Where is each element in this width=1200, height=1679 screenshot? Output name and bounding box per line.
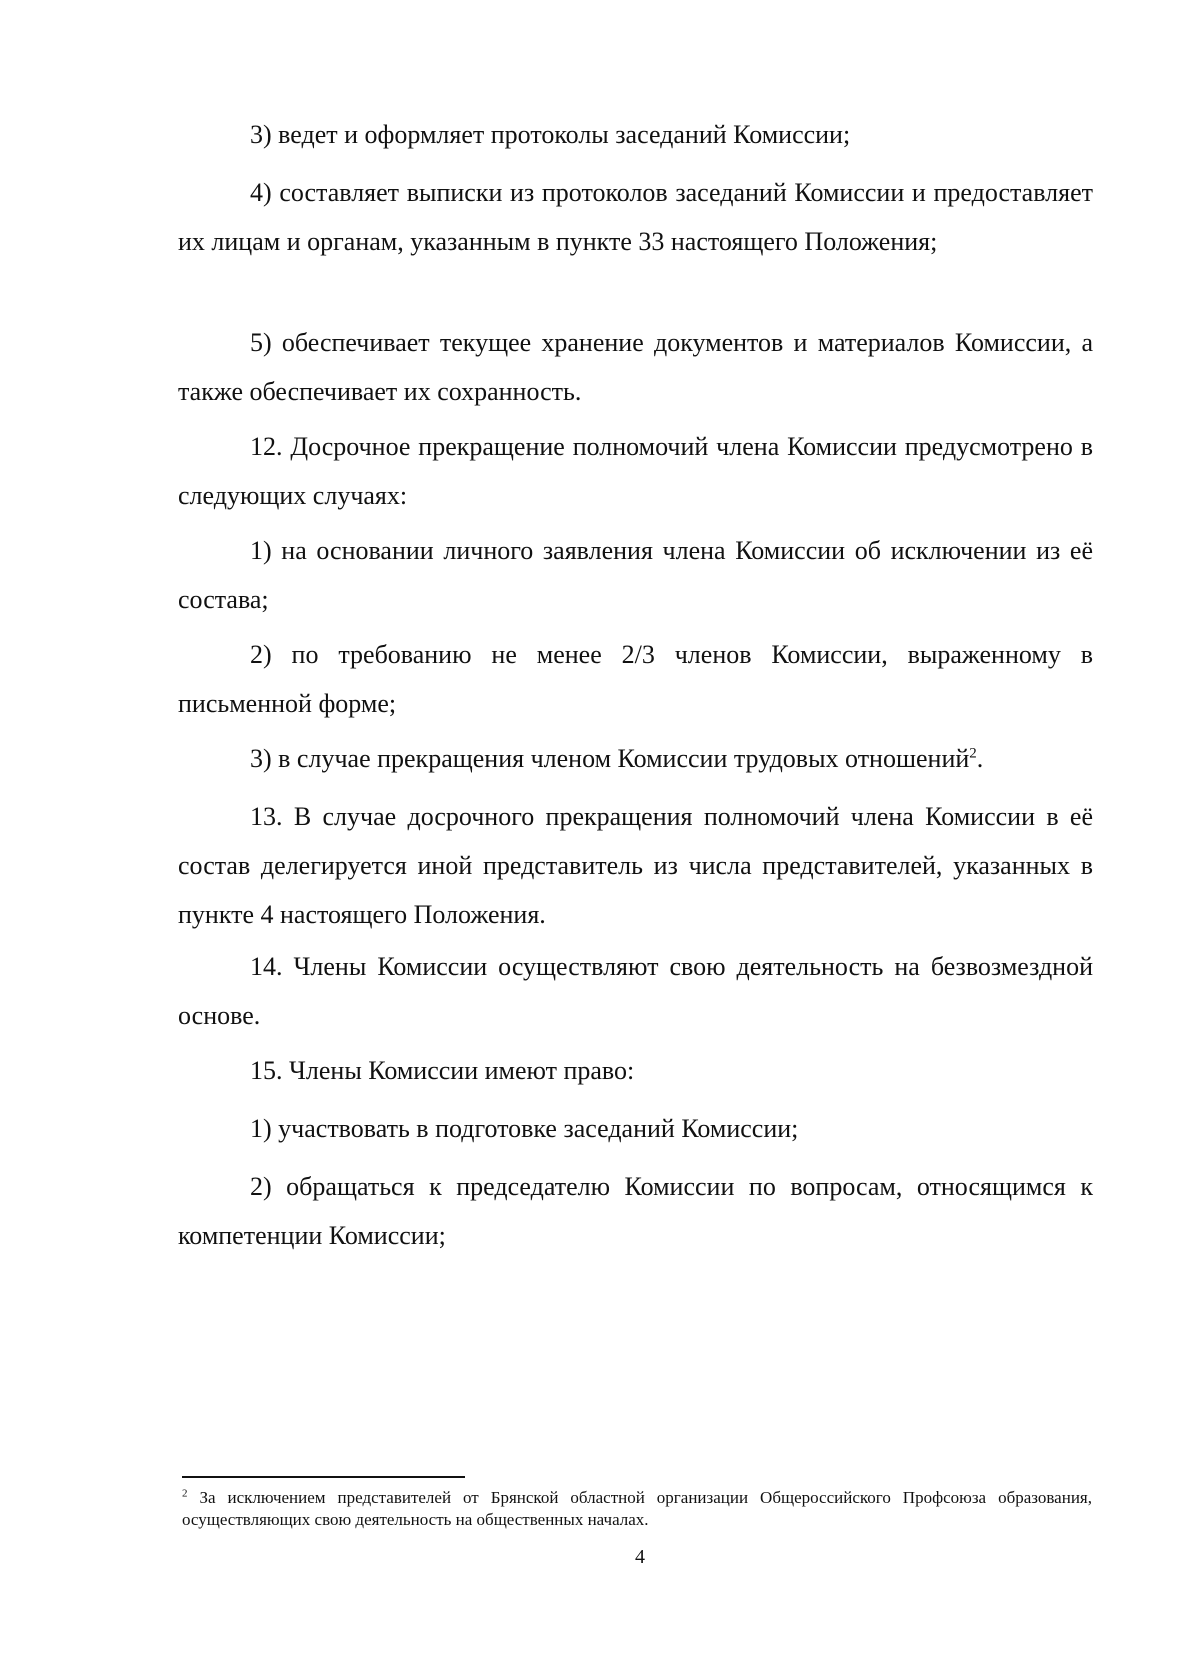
paragraph-item-3-protocols: 3) ведет и оформляет протоколы заседаний Комиссии; bbox=[250, 120, 851, 149]
paragraph-case-3-labor-relations bbox=[178, 734, 1093, 783]
footnote bbox=[182, 1487, 1092, 1531]
paragraph-14-unpaid-basis: 14. Члены Комиссии осуществляют свою деятельность на безвозмездной основе. bbox=[178, 952, 1093, 1030]
page-number: 4 bbox=[635, 1546, 645, 1568]
paragraph-case-1-personal-statement: 1) на основании личного заявления члена Комиссии об исключении из её состава; bbox=[178, 536, 1093, 614]
paragraph-case-2-demand: 2) по требованию не менее 2/3 членов Комиссии, выраженному в письменной форме; bbox=[178, 640, 1093, 718]
footnote-reference: 2 bbox=[969, 745, 977, 762]
paragraph-item-5-storage: 5) обеспечивает текущее хранение документов и материалов Комиссии, а также обеспечивает их сохранность. bbox=[178, 328, 1093, 406]
footnote-text: За исключением представителей от Брянской областной организации Общероссийского Профсоюза образования, осуществляющих свою деятельность на общественных началах. bbox=[182, 1488, 1092, 1529]
case-3-end: . bbox=[976, 744, 984, 773]
case-3-text: 3) в случае прекращения членом Комиссии трудовых отношений bbox=[250, 744, 970, 773]
paragraph-right-1-participate: 1) участвовать в подготовке заседаний Комиссии; bbox=[250, 1114, 799, 1143]
paragraph-15-rights: 15. Члены Комиссии имеют право: bbox=[250, 1056, 635, 1085]
paragraph-item-4-extracts: 4) составляет выписки из протоколов заседаний Комиссии и предоставляет их лицам и органам, указанным в пункте 33 настоящего Положения; bbox=[178, 178, 1093, 256]
paragraph-right-2-appeal: 2) обращаться к председателю Комиссии по вопросам, относящимся к компетенции Комиссии; bbox=[178, 1172, 1093, 1250]
paragraph-12-early-termination: 12. Досрочное прекращение полномочий члена Комиссии предусмотрено в следующих случаях: bbox=[178, 432, 1093, 510]
footnote-mark: 2 bbox=[182, 1487, 188, 1500]
footnote-divider bbox=[182, 1476, 465, 1478]
paragraph-13-replacement: 13. В случае досрочного прекращения полномочий члена Комиссии в её состав делегируется иной представитель из числа представителей, указанных в пункте 4 настоящего Положения. bbox=[178, 802, 1093, 929]
